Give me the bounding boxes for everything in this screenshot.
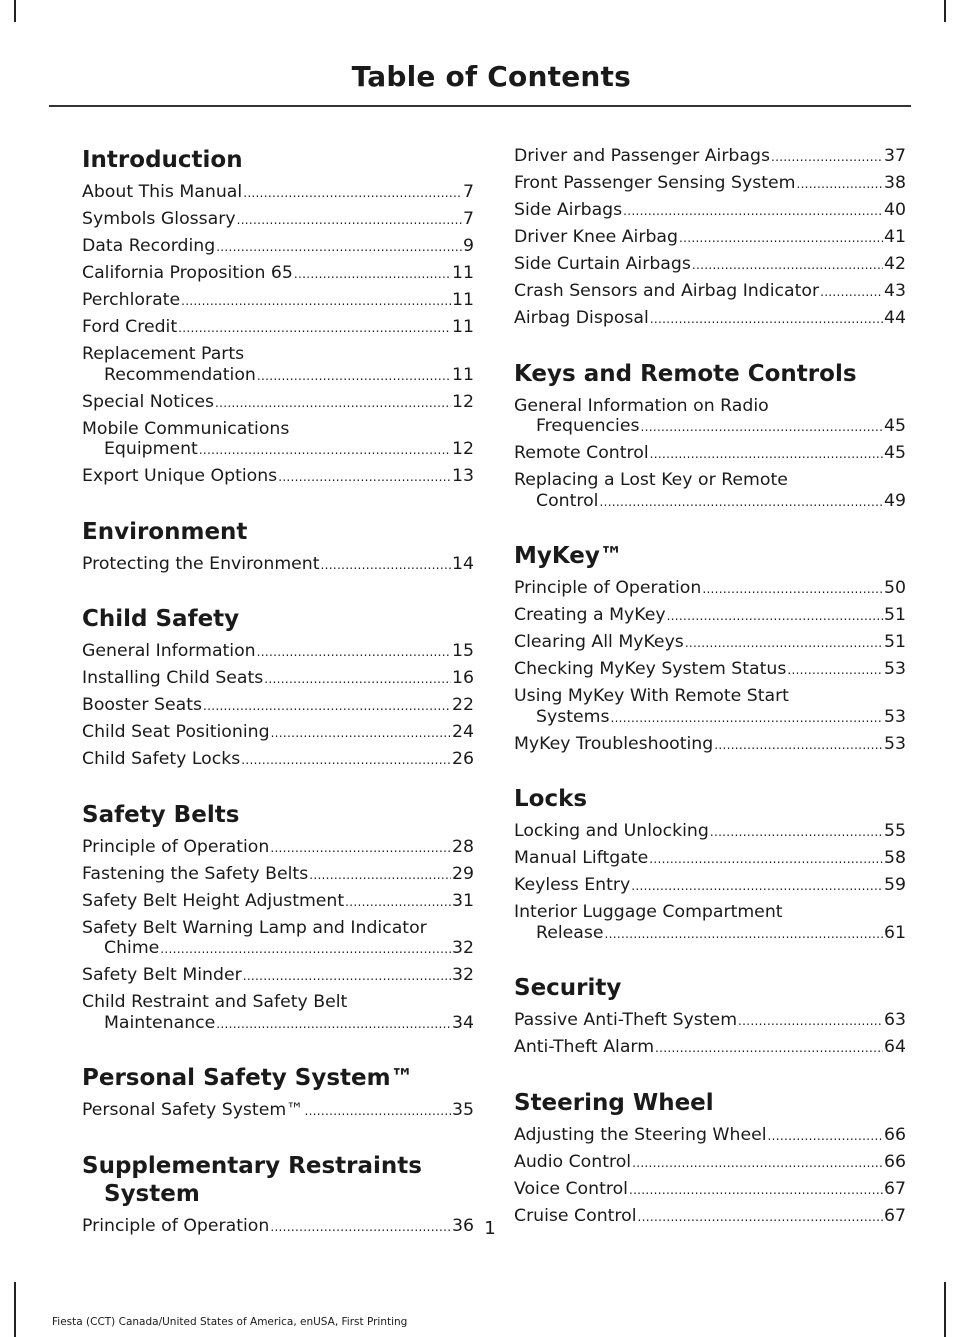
toc-entry[interactable]	[82, 891, 474, 913]
toc-entry-page: 32	[452, 965, 474, 985]
toc-entry[interactable]	[514, 227, 906, 249]
dot-leader	[345, 892, 451, 913]
toc-entry-title: Child Restraint and Safety Belt	[82, 992, 348, 1012]
toc-entry[interactable]	[514, 1037, 906, 1059]
toc-entry-page: 12	[452, 391, 474, 412]
toc-entry-page: 35	[452, 1100, 474, 1120]
toc-entry[interactable]	[514, 578, 906, 600]
toc-entry-title-continued: Systems	[536, 706, 610, 727]
toc-entry-title: Mobile Communications	[82, 418, 290, 439]
toc-entry[interactable]	[514, 1152, 906, 1174]
toc-entry[interactable]	[514, 443, 906, 465]
toc-entry-page: 61	[884, 922, 906, 943]
toc-entry-page: 59	[884, 875, 906, 895]
toc-entry-page: 66	[884, 1124, 906, 1145]
toc-entry-title: Audio Control	[514, 1151, 632, 1172]
section-heading-text: Safety Belts	[82, 801, 240, 828]
toc-entry-title: Interior Luggage Compartment	[514, 902, 783, 922]
dot-leader	[629, 1180, 883, 1201]
section-heading	[514, 974, 906, 1002]
toc-entry-page: 38	[884, 173, 906, 193]
dot-leader	[771, 147, 883, 168]
toc-entry-title: Locking and Unlocking	[514, 821, 709, 841]
toc-section	[514, 1089, 906, 1228]
section-heading-text: Environment	[82, 518, 248, 545]
toc-entry[interactable]	[82, 668, 474, 690]
toc-entry-title: Principle of Operation	[82, 836, 270, 857]
dot-leader	[710, 822, 883, 843]
toc-entry[interactable]	[514, 632, 906, 654]
toc-entry-title-continued: Equipment	[104, 439, 198, 459]
dot-leader	[768, 1126, 883, 1147]
section-heading-text: Child Safety	[82, 606, 240, 632]
dot-leader	[820, 282, 883, 303]
dot-leader	[243, 966, 451, 987]
toc-entry-page: 42	[884, 254, 906, 274]
toc-entry-page: 53	[884, 659, 906, 679]
section-heading	[82, 1152, 474, 1208]
dot-leader	[685, 633, 883, 654]
toc-entry-title: Perchlorate	[82, 290, 181, 310]
toc-entry-page: 28	[452, 836, 474, 857]
toc-section	[82, 146, 474, 488]
toc-entry-page: 63	[884, 1010, 906, 1030]
page-title: Table of Contents	[351, 60, 631, 93]
dot-leader	[216, 237, 462, 258]
toc-entry-title-continued: Release	[536, 922, 604, 943]
toc-section	[514, 974, 906, 1059]
toc-entry[interactable]	[514, 605, 906, 627]
section-heading	[514, 542, 906, 570]
toc-entry-page: 24	[452, 722, 474, 742]
dot-leader	[650, 309, 883, 330]
crop-mark-top-left-vertical	[14, 0, 16, 22]
section-heading	[82, 146, 474, 174]
dot-leader	[640, 417, 883, 438]
toc-entry-page: 11	[452, 364, 474, 385]
toc-entry-title: Adjusting the Steering Wheel	[514, 1124, 767, 1145]
toc-entry[interactable]	[514, 173, 906, 195]
toc-entry-title: Manual Liftgate	[514, 848, 649, 868]
toc-entry-page: 45	[884, 443, 906, 463]
toc-entry-page: 49	[884, 490, 906, 511]
toc-section	[82, 801, 474, 1035]
toc-entry-page: 11	[452, 290, 474, 310]
toc-entry-title: Using MyKey With Remote Start	[514, 686, 789, 706]
toc-entry-page: 58	[884, 848, 906, 868]
toc-entry-title-continued: Control	[536, 490, 599, 511]
toc-entry[interactable]	[82, 965, 474, 987]
toc-entry-page: 53	[884, 706, 906, 727]
toc-entry-page: 55	[884, 821, 906, 841]
dot-leader	[679, 228, 883, 249]
section-heading-text: Personal Safety System™	[82, 1065, 414, 1091]
toc-entry-page: 22	[452, 695, 474, 715]
dot-leader	[610, 708, 883, 729]
toc-entry[interactable]	[82, 419, 474, 461]
dot-leader	[216, 1014, 451, 1035]
toc-entry[interactable]	[82, 1100, 474, 1122]
toc-entry-page: 14	[452, 553, 474, 574]
section-heading	[514, 360, 906, 388]
toc-section	[82, 1064, 474, 1122]
toc-right-column	[514, 146, 906, 1257]
toc-entry-title: Passive Anti-Theft System	[514, 1010, 738, 1030]
toc-entry-title: Keyless Entry	[514, 875, 631, 895]
toc-entry-title-continued: Recommendation	[104, 364, 256, 385]
toc-entry[interactable]	[82, 641, 474, 663]
toc-entry-title: Replacing a Lost Key or Remote	[514, 470, 788, 490]
dot-leader	[181, 291, 451, 312]
toc-entry-page: 40	[884, 200, 906, 220]
section-heading	[514, 785, 906, 813]
dot-leader	[605, 924, 883, 945]
toc-entry-page: 15	[452, 641, 474, 661]
toc-entry-page: 51	[884, 632, 906, 652]
dot-leader	[714, 735, 883, 756]
toc-entry-title: Clearing All MyKeys	[514, 632, 684, 652]
toc-entry[interactable]	[82, 918, 474, 960]
toc-entry[interactable]	[514, 254, 906, 276]
dot-leader	[623, 201, 883, 222]
dot-leader	[243, 183, 462, 204]
toc-entry[interactable]	[82, 182, 474, 204]
toc-entry[interactable]	[82, 466, 474, 488]
toc-entry-page: 13	[452, 466, 474, 486]
dot-leader	[264, 669, 451, 690]
toc-entry-title: Airbag Disposal	[514, 308, 649, 328]
toc-entry-title: About This Manual	[82, 182, 243, 202]
section-heading-text-continued: System	[104, 1180, 200, 1207]
toc-entry-title: Side Curtain Airbags	[514, 254, 691, 274]
toc-entry-page: 34	[452, 1012, 474, 1033]
dot-leader	[309, 865, 451, 886]
dot-leader	[257, 366, 451, 387]
toc-entry-title: Child Seat Positioning	[82, 722, 270, 742]
toc-entry[interactable]	[514, 470, 906, 512]
section-heading	[82, 1064, 474, 1092]
toc-entry-page: 26	[452, 749, 474, 769]
dot-leader	[787, 660, 883, 681]
toc-entry-title: General Information	[82, 641, 256, 661]
toc-entry-title: Personal Safety System™	[82, 1100, 304, 1120]
toc-entry-page: 53	[884, 733, 906, 754]
toc-entry[interactable]	[82, 722, 474, 744]
section-heading-text: Locks	[514, 786, 588, 812]
toc-entry-page: 16	[452, 668, 474, 688]
dot-leader	[649, 849, 883, 870]
toc-entry[interactable]	[82, 864, 474, 886]
toc-entry[interactable]	[82, 344, 474, 386]
toc-entry-page: 32	[452, 938, 474, 958]
toc-entry[interactable]	[82, 392, 474, 414]
section-heading	[82, 605, 474, 633]
toc-section	[514, 542, 906, 755]
toc-entry-page: 43	[884, 281, 906, 301]
toc-entry-title: Principle of Operation	[82, 1215, 270, 1236]
toc-entry-title: Child Safety Locks	[82, 749, 241, 769]
section-heading-text: Security	[514, 975, 622, 1001]
toc-entry-title-continued: Chime	[104, 938, 160, 958]
dot-leader	[270, 838, 451, 859]
toc-entry-title: Remote Control	[514, 443, 649, 463]
toc-entry-title-continued: Maintenance	[104, 1012, 216, 1033]
toc-entry-title: Creating a MyKey	[514, 605, 666, 625]
toc-entry-title: General Information on Radio	[514, 395, 769, 416]
toc-entry[interactable]	[82, 554, 474, 576]
dot-leader	[650, 444, 883, 465]
dot-leader	[199, 440, 451, 461]
toc-section	[514, 360, 906, 513]
toc-entry[interactable]	[514, 200, 906, 222]
toc-entry-page: 37	[884, 146, 906, 166]
dot-leader	[294, 264, 451, 285]
toc-entry-page: 11	[452, 263, 474, 283]
dot-leader	[257, 642, 451, 663]
toc-entry[interactable]	[82, 749, 474, 771]
dot-leader	[631, 876, 883, 897]
crop-mark-top-right-vertical	[944, 0, 946, 22]
page-number: 1	[484, 1218, 496, 1239]
toc-left-column	[82, 146, 474, 1267]
toc-entry[interactable]	[514, 1010, 906, 1032]
dot-leader	[241, 750, 451, 771]
section-heading-text: MyKey™	[514, 543, 623, 569]
toc-entry-title: Fastening the Safety Belts	[82, 863, 309, 884]
toc-entry-title: Installing Child Seats	[82, 668, 264, 688]
section-heading-text: Keys and Remote Controls	[514, 360, 857, 387]
dot-leader	[796, 174, 883, 195]
toc-entry-page: 7	[463, 182, 474, 202]
toc-entry[interactable]	[514, 396, 906, 438]
toc-entry[interactable]	[514, 1179, 906, 1201]
toc-entry-title: Checking MyKey System Status	[514, 659, 787, 679]
toc-entry-page: 67	[884, 1205, 906, 1226]
dot-leader	[304, 1101, 451, 1122]
footer-text: Fiesta (CCT) Canada/United States of America, enUSA, First Printing	[52, 1316, 408, 1328]
toc-entry-page: 12	[452, 439, 474, 459]
dot-leader	[667, 606, 883, 627]
toc-entry-page: 31	[452, 890, 474, 911]
toc-entry-page: 66	[884, 1151, 906, 1172]
toc-entry-title: Driver and Passenger Airbags	[514, 146, 770, 166]
toc-entry-page: 36	[452, 1215, 474, 1236]
dot-leader	[160, 939, 451, 960]
dot-leader	[203, 696, 451, 717]
toc-entry-title: Safety Belt Minder	[82, 965, 242, 985]
section-heading	[82, 518, 474, 546]
dot-leader	[321, 555, 451, 576]
toc-entry-page: 45	[884, 416, 906, 436]
toc-entry-page: 67	[884, 1178, 906, 1199]
toc-entry-title: Cruise Control	[514, 1205, 637, 1226]
toc-entry-page: 64	[884, 1037, 906, 1057]
crop-mark-bottom-right-vertical	[944, 1282, 946, 1337]
toc-entry-title: Driver Knee Airbag	[514, 227, 678, 247]
toc-entry-page: 9	[463, 236, 474, 256]
toc-entry-title: Anti-Theft Alarm	[514, 1037, 655, 1057]
toc-entry-title: Protecting the Environment	[82, 553, 320, 574]
section-heading	[82, 801, 474, 829]
toc-entry[interactable]	[82, 992, 474, 1034]
dot-leader	[702, 579, 883, 600]
toc-entry-title: Safety Belt Height Adjustment	[82, 890, 345, 911]
toc-entry-title: Special Notices	[82, 391, 214, 412]
toc-entry[interactable]	[514, 734, 906, 756]
dot-leader	[278, 467, 451, 488]
toc-entry-title: Data Recording	[82, 236, 216, 256]
toc-entry[interactable]	[514, 686, 906, 728]
toc-entry-title: Booster Seats	[82, 695, 202, 715]
toc-entry[interactable]	[82, 263, 474, 285]
section-heading-text: Supplementary Restraints	[82, 1152, 422, 1179]
dot-leader	[738, 1011, 883, 1032]
toc-entry[interactable]	[82, 695, 474, 717]
toc-entry[interactable]	[514, 281, 906, 303]
section-heading-text: Steering Wheel	[514, 1089, 714, 1116]
dot-leader	[692, 255, 883, 276]
toc-entry-title: Front Passenger Sensing System	[514, 173, 796, 193]
toc-section	[514, 146, 906, 330]
toc-entry-page: 51	[884, 605, 906, 625]
toc-entry-title: Safety Belt Warning Lamp and Indicator	[82, 917, 427, 938]
toc-entry[interactable]	[514, 875, 906, 897]
toc-entry-title: Export Unique Options	[82, 466, 278, 486]
toc-entry-page: 44	[884, 308, 906, 328]
toc-entry[interactable]	[82, 236, 474, 258]
toc-entry-title: Crash Sensors and Airbag Indicator	[514, 281, 820, 301]
toc-entry-page: 50	[884, 578, 906, 598]
toc-entry[interactable]	[82, 317, 474, 339]
toc-entry[interactable]	[82, 209, 474, 231]
toc-entry[interactable]	[514, 821, 906, 843]
dot-leader	[215, 393, 451, 414]
toc-entry-title: Principle of Operation	[514, 578, 702, 598]
section-heading-text: Introduction	[82, 147, 243, 173]
toc-entry-title-continued: Frequencies	[536, 416, 640, 436]
toc-entry-title: Voice Control	[514, 1178, 628, 1199]
toc-section	[82, 605, 474, 771]
dot-leader	[655, 1038, 883, 1059]
toc-entry-title: MyKey Troubleshooting	[514, 733, 714, 754]
dot-leader	[599, 492, 883, 513]
toc-entry-title: California Proposition 65	[82, 263, 293, 283]
toc-entry-page: 7	[463, 209, 474, 229]
dot-leader	[178, 318, 451, 339]
dot-leader	[632, 1153, 883, 1174]
dot-leader	[237, 210, 462, 231]
toc-entry-page: 29	[452, 863, 474, 884]
toc-entry-title: Symbols Glossary	[82, 209, 236, 229]
section-heading	[514, 1089, 906, 1117]
toc-entry-page: 11	[452, 317, 474, 337]
toc-entry[interactable]	[514, 308, 906, 330]
toc-entry[interactable]	[514, 848, 906, 870]
toc-entry[interactable]	[514, 1125, 906, 1147]
dot-leader	[271, 723, 451, 744]
toc-section	[82, 518, 474, 576]
toc-entry-title: Ford Credit	[82, 317, 178, 337]
header-rule	[49, 105, 911, 107]
toc-entry-page: 41	[884, 227, 906, 247]
toc-entry[interactable]	[514, 659, 906, 681]
toc-section	[514, 785, 906, 944]
toc-entry[interactable]	[82, 290, 474, 312]
toc-entry[interactable]	[514, 146, 906, 168]
toc-entry[interactable]	[82, 837, 474, 859]
toc-entry-title: Side Airbags	[514, 200, 623, 220]
toc-entry[interactable]	[514, 902, 906, 944]
crop-mark-bottom-left-vertical	[14, 1282, 16, 1337]
toc-entry-title: Replacement Parts	[82, 344, 245, 364]
